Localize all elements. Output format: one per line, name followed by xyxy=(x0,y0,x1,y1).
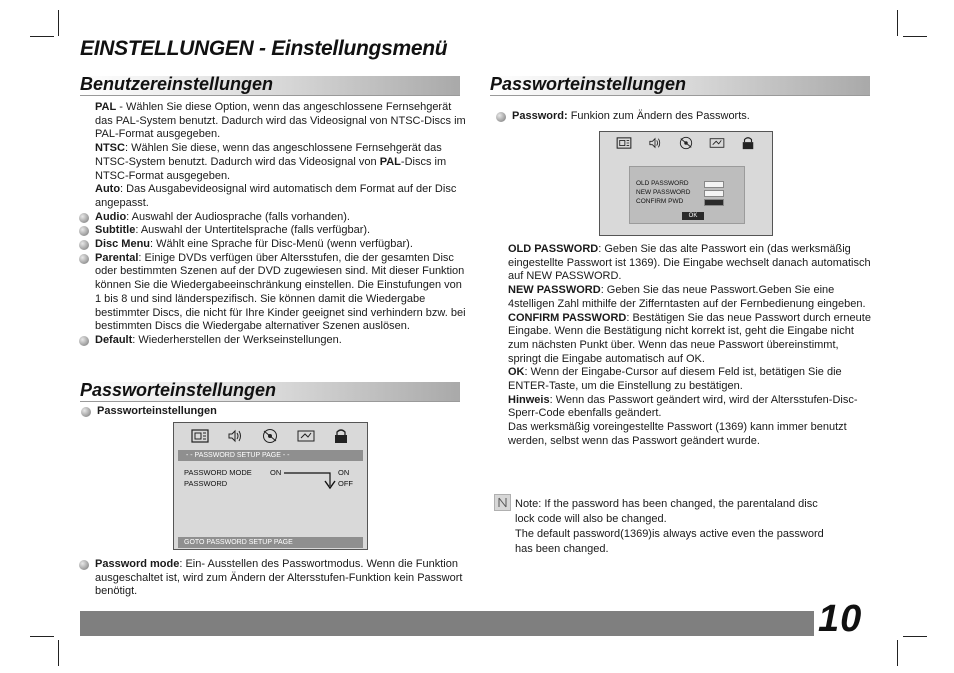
note-icon xyxy=(494,494,511,511)
password-mode-label: PASSWORD MODE xyxy=(184,468,252,477)
note-line: The default password(1369)is always active even the password xyxy=(515,528,824,540)
password-mode-text xyxy=(95,558,465,599)
default-paragraph: Das werksmäßig voreingestellte Passwort (1369) kann immer benutzt werden, selbst wenn das Passwort geändert wurde. xyxy=(508,421,847,447)
crop-mark xyxy=(58,640,59,666)
new-password-field[interactable] xyxy=(704,190,724,197)
audio-setup-icon xyxy=(645,134,665,152)
osd-header-bar: - - PASSWORD SETUP PAGE - - xyxy=(178,450,363,461)
section-heading-passwort-left xyxy=(80,382,460,402)
list-item: Default: Wiederherstellen der Werkseinstellungen. xyxy=(95,334,470,348)
crop-mark xyxy=(58,10,59,36)
password-intro xyxy=(512,110,862,124)
passwort-bullet xyxy=(97,405,397,419)
note-text xyxy=(515,497,875,557)
section-heading-benutzer xyxy=(80,76,460,96)
option-off: OFF xyxy=(338,479,353,488)
bullet-icon xyxy=(79,240,89,250)
bullet-icon xyxy=(79,213,89,223)
old-password-label: OLD PASSWORD xyxy=(636,180,689,187)
confirm-password-label: CONFIRM PWD xyxy=(636,198,684,205)
footer-bar xyxy=(80,611,814,636)
general-setup-icon xyxy=(614,134,634,152)
list-item: Audio: Auswahl der Audiosprache (falls vorhanden). xyxy=(95,211,470,225)
bullet-icon xyxy=(81,407,91,417)
auto-paragraph: Auto: Das Ausgabevideosignal wird automatisch dem Format auf der Disc angepasst. xyxy=(95,183,457,209)
ok-button[interactable]: OK xyxy=(682,212,704,220)
crop-mark xyxy=(897,10,898,36)
hint-paragraph: Hinweis: Wenn das Passwort geändert wird, wird der Altersstufen-Disc-Sperr-Code ebenfalls geändert. xyxy=(508,393,858,420)
page-title: EINSTELLUNGEN - Einstellungsmenü xyxy=(80,37,448,60)
password-setup-screen xyxy=(173,422,368,550)
list-item: Parental: Einige DVDs verfügen über Altersstufen, die der gesamten Disc oder bestimmten Szenen auf der DVD zugewiesen sind. Mit dieser Funktion können Sie die Wiedergabeeinschränkung einstellen. Die Einstufungen von 1 bis 8 und sind länderspezifisch. Sie können damit die Wiedergabe bestimmter Discs, die nicht für Ihre Kinder geeignet sind verhindern bzw. bei bestimmten Discs die Wiedergabe alternativer Szenen auslösen. xyxy=(95,252,470,334)
note-line: lock code will also be changed. xyxy=(515,513,667,525)
video-setup-icon xyxy=(260,427,280,445)
page-number: 10 xyxy=(818,598,863,640)
lock-icon xyxy=(738,134,758,152)
ntsc-paragraph: NTSC: Wählen Sie diese, wenn das angeschlossene Fernsehgerät das NTSC-System benutzt. Dadurch wird das Videosignal von PAL-Discs im NTSC-Format ausgegeben. xyxy=(95,142,447,182)
section-heading-text: Passworteinstellungen xyxy=(490,74,687,94)
confirm-password-paragraph: CONFIRM PASSWORD: Bestätigen Sie das neue Passwort durch erneute Eingabe. Wenn die Bestätigung nicht korrekt ist, geht die Eingabe nicht zum nächsten Punkt über. Wenn das neue Passwort übereinstimmt, springt die Eingabe automatisch auf OK. xyxy=(508,311,871,365)
bullet-icon xyxy=(496,112,506,122)
crop-mark xyxy=(903,636,927,637)
list-item: Passworteinstellungen xyxy=(97,405,397,419)
bullet-icon xyxy=(79,560,89,570)
list-item: Password: Funkion zum Ändern des Passworts. xyxy=(512,110,862,124)
password-dialog xyxy=(629,166,745,224)
change-password-screen xyxy=(599,131,773,236)
section-heading-text: Benutzereinstellungen xyxy=(80,74,274,94)
password-mode-value: ON xyxy=(270,468,282,477)
crop-mark xyxy=(903,36,927,37)
confirm-password-field[interactable] xyxy=(704,199,724,206)
crop-mark xyxy=(897,640,898,666)
list-item: Disc Menu: Wählt eine Sprache für Disc-Menü (wenn verfügbar). xyxy=(95,238,470,252)
arrow-icon xyxy=(284,470,336,490)
option-on: ON xyxy=(338,468,350,477)
section-heading-text: Passworteinstellungen xyxy=(80,380,277,400)
general-setup-icon xyxy=(190,427,210,445)
bullet-icon xyxy=(79,336,89,346)
bullet-icon xyxy=(79,226,89,236)
password-description xyxy=(508,243,873,449)
old-password-paragraph: OLD PASSWORD: Geben Sie das alte Passwort ein (das werksmäßig eingestellte Passwort ist 1369). Die Eingabe wechselt danach automatisch auf NEW PASSWORD. xyxy=(508,243,871,283)
bullet-icon xyxy=(79,254,89,264)
osd-footer-bar: GOTO PASSWORD SETUP PAGE xyxy=(178,537,363,548)
audio-setup-icon xyxy=(225,427,245,445)
new-password-label: NEW PASSWORD xyxy=(636,189,691,196)
old-password-field[interactable] xyxy=(704,181,724,188)
ok-paragraph: OK: Wenn der Eingabe-Cursor auf diesem Feld ist, betätigen Sie die ENTER-Taste, um die Einstellung zu bestätigen. xyxy=(508,366,842,393)
new-password-paragraph: NEW PASSWORD: Geben Sie das neue Passwort.Geben Sie eine 4stelligen Zahl mithilfe der Zifferntasten auf der Fernbedienung eingeben. xyxy=(508,284,866,310)
note-line: Note: If the password has been changed, the parentaland disc xyxy=(515,498,818,510)
password-label: PASSWORD xyxy=(184,479,228,488)
video-setup-icon xyxy=(676,134,696,152)
osd-icon-row xyxy=(174,423,367,449)
crop-mark xyxy=(30,36,54,37)
osd-icon-row xyxy=(600,132,772,154)
preference-setup-icon xyxy=(296,427,316,445)
preference-setup-icon xyxy=(707,134,727,152)
pal-paragraph: PAL - Wählen Sie diese Option, wenn das angeschlossene Fernsehgerät das PAL-System benutzt. Dadurch wird das Videosignal von NTSC-Discs im PAL-Format ausgegeben. xyxy=(95,101,466,141)
section-heading-passwort-right xyxy=(490,76,870,96)
benutzer-text xyxy=(95,101,470,348)
note-line: has been changed. xyxy=(515,543,609,555)
list-item: Subtitle: Auswahl der Untertitelsprache (falls verfügbar). xyxy=(95,224,470,238)
lock-icon xyxy=(331,427,351,445)
list-item: Password mode: Ein- Ausstellen des Passwortmodus. Wenn die Funktion ausgeschaltet ist, wird zum Ändern der Altersstufen-Funktion kein Passwort benötigt. xyxy=(95,558,465,599)
crop-mark xyxy=(30,636,54,637)
